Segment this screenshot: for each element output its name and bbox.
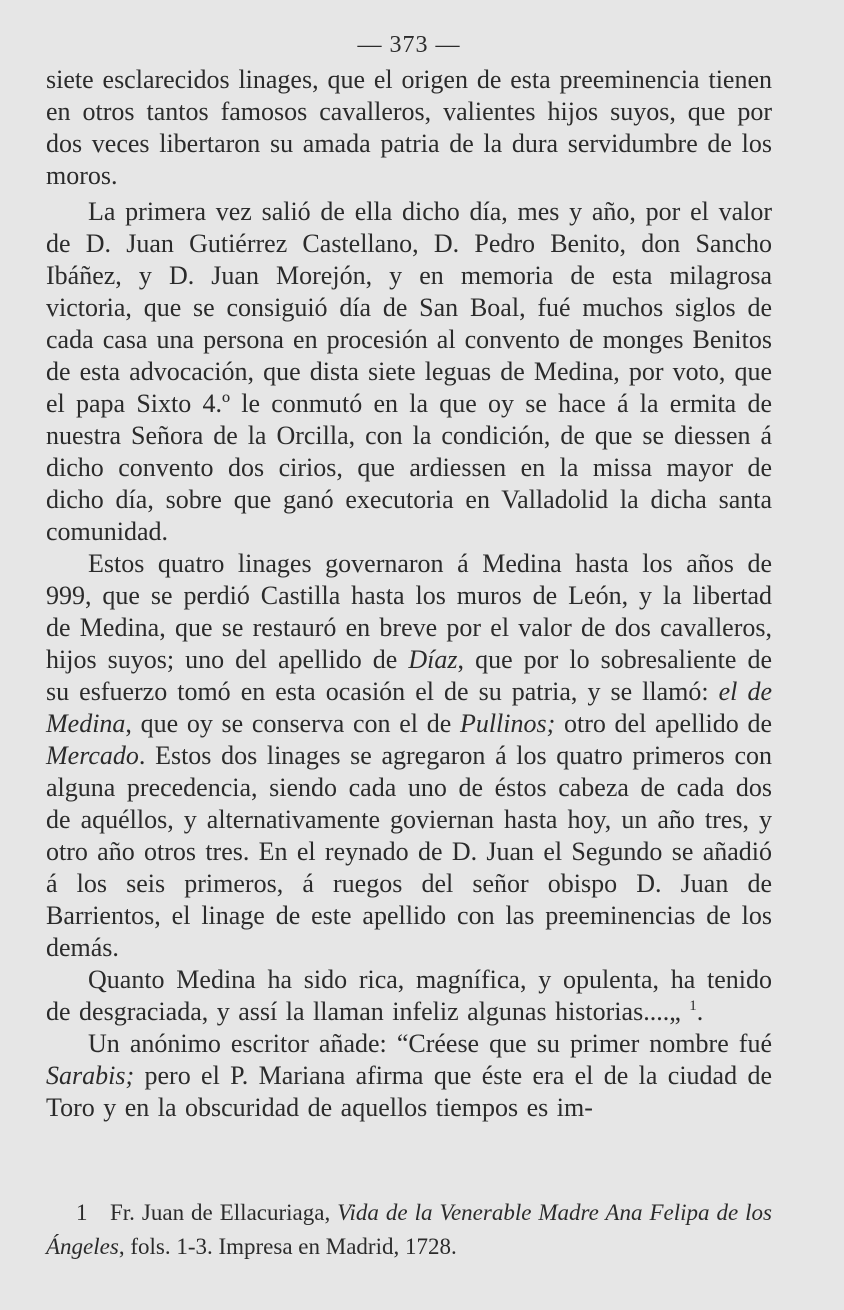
paragraph-1 bbox=[46, 64, 772, 192]
paragraph-text: pero el P. Mariana afirma que éste era el de la ciudad de Toro y en la obscuridad de aquellos tiempos es im- bbox=[46, 1061, 772, 1122]
footnote-marker: 1 bbox=[689, 998, 697, 1014]
paragraph-2 bbox=[46, 196, 772, 548]
paragraph-text: La primera vez salió de ella dicho día, mes y año, por el valor de D. Juan Gutiérrez Castellano, D. Pedro Benito, don Sancho Ibáñez, y D. Juan Morejón, y en memoria de esta milagrosa victoria, que se consiguió día de San Boal, fué muchos siglos de cada casa una persona en procesión al convento de monges Benitos de esta advocación, que dista siete leguas de Medina, por voto, que el papa Sixto 4.º le conmutó en la que oy se hace á la ermita de nuestra Señora de la Orcilla, con la condición, de que se diessen á dicho convento dos cirios, que ardiessen en la missa mayor de dicho día, sobre que ganó executoria en Valladolid la dicha santa comunidad. bbox=[46, 197, 772, 546]
paragraph-text: Quanto Medina ha sido rica, magnífica, y opulenta, ha tenido de desgraciada, y assí la llaman infeliz algunas historias....„ bbox=[46, 965, 772, 1026]
footnote bbox=[46, 1196, 772, 1264]
paragraph-text: , que por lo sobresaliente de su esfuerzo tomó en esta ocasión el de su patria, y se llamó: bbox=[46, 645, 772, 706]
italic-el-de-medina: el de Medina bbox=[46, 677, 772, 738]
footnote-rest: , fols. 1-3. Impresa en Madrid, 1728. bbox=[118, 1234, 457, 1259]
paragraph-text: Estos quatro linages governaron á Medina hasta los años de 999, que se perdió Castilla hasta los muros de León, y la libertad de Medina, que se restauró en breve por el valor de dos cavalleros, hijos suyos; uno del apellido de bbox=[46, 549, 772, 674]
page-number: — 373 — bbox=[357, 32, 461, 58]
italic-sarabis: Sarabis; bbox=[46, 1061, 135, 1090]
paragraph-text: siete esclarecidos linages, que el origen de esta preeminencia tienen en otros tantos famosos cavalleros, valientes hijos suyos, que por dos veces libertaron su amada patria de la dura servidumbre de los moros. bbox=[46, 65, 772, 190]
paragraph-5 bbox=[46, 1028, 772, 1124]
paragraph-text: . bbox=[696, 997, 704, 1026]
paragraph-text: . Estos dos linages se agregaron á los quatro primeros con alguna precedencia, siendo cada uno de éstos cabeza de cada dos de aquéllos, y alternativamente goviernan hasta hoy, un año tres, y otro año otros tres. En el reynado de D. Juan el Segundo se añadió á los seis primeros, á ruegos del señor obispo D. Juan de Barrientos, el linage de este apellido con las preeminencias de los demás. bbox=[46, 741, 772, 962]
footnote-number: 1 bbox=[76, 1200, 88, 1225]
footnote-author: Fr. Juan de Ellacuriaga, bbox=[110, 1200, 338, 1225]
paragraph-4 bbox=[46, 964, 772, 1028]
paragraph-text: Un anónimo escritor añade: “Créese que su primer nombre fué bbox=[88, 1029, 772, 1058]
paragraph-text: otro del apellido de bbox=[555, 709, 772, 738]
italic-surname-pullinos: Pullinos; bbox=[459, 709, 556, 738]
paragraph-text: , que oy se conserva con el de bbox=[125, 709, 460, 738]
italic-surname-mercado: Mercado bbox=[46, 741, 139, 770]
footnote-title: Vida de la Venerable Madre Ana Felipa de los Ángeles bbox=[46, 1200, 773, 1259]
paragraph-3 bbox=[46, 548, 772, 964]
italic-surname-diaz: Díaz bbox=[408, 645, 458, 674]
